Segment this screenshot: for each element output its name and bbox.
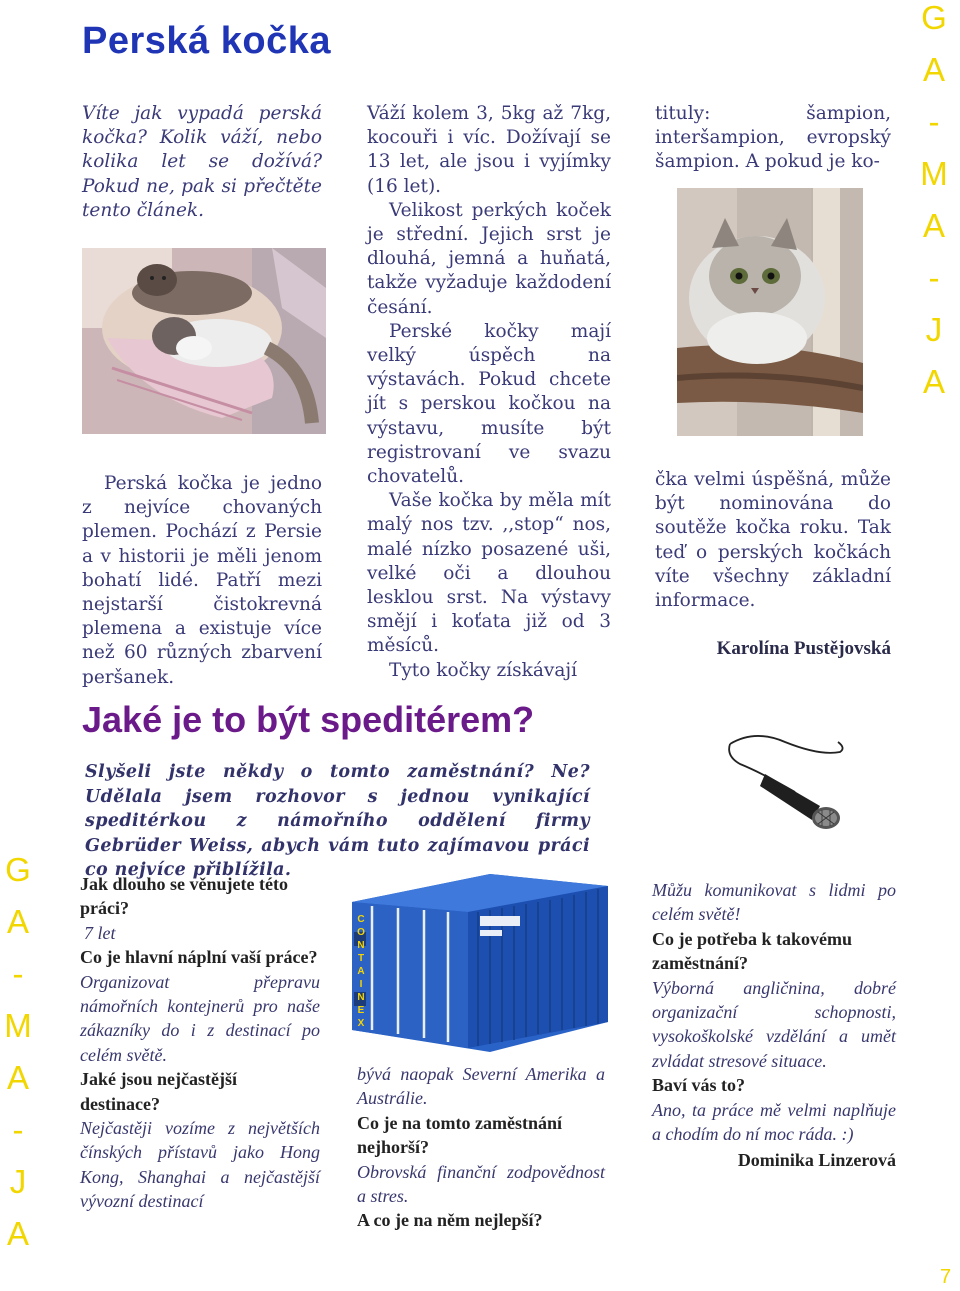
article2-author: Dominika Linzerová <box>737 1150 896 1171</box>
side-letter: A <box>922 207 945 244</box>
article1-paragraph: tituly: šampion, interšampion, evropský šampion. A pokud je ko- <box>655 103 891 173</box>
cats-on-cushion-photo <box>82 248 326 434</box>
side-letter: A <box>6 1215 29 1252</box>
article1-paragraph: Velikost perkých koček je střední. Jejich srst je dlouhá, jemná a huňatá, takže vyžaduje každodení česání. <box>367 199 611 318</box>
interview-question: Co je na tomto zaměstnání nejhorší? <box>357 1112 562 1158</box>
article1-column-1-body <box>82 472 322 690</box>
interview-answer: bývá naopak Severní Amerika a Austrálie. <box>357 1064 605 1109</box>
shipping-container-image <box>350 872 610 1054</box>
container-letter: X <box>357 1018 365 1029</box>
container-letter: N <box>357 992 365 1003</box>
interview-answer: Nejčastěji vozíme z největších čínských přístavů jako Hong Kong, Shanghai a nejčastější vývozní destinací <box>80 1118 320 1212</box>
side-letter: J <box>9 1163 27 1200</box>
article1-paragraph: Vaše kočka by měla mít malý nos tzv. ,,stop“ nos, malé nízko posazené uši, velké oči a dlouhou lesklou srst. Na výstavy smějí i koťata již od 3 měsíců. <box>367 490 611 657</box>
container-letter: E <box>357 1005 365 1016</box>
container-letter: I <box>359 979 363 990</box>
container-letter: A <box>357 966 365 977</box>
article1-intro: Víte jak vypadá perská kočka? Kolik váží, nebo kolika let se dožívá? Pokud ne, pak si přečtěte tento článek. <box>82 103 322 221</box>
interview-question: Baví vás to? <box>652 1075 746 1096</box>
interview-column-1 <box>80 872 320 1214</box>
interview-answer: Obrovská finanční zodpovědnost a stres. <box>357 1161 605 1207</box>
article1-paragraph: Perská kočka je jedno z nejvíce chovaných plemen. Pochází z Persie a v historii je měli jenom bohatí lidé. Patří mezi nejstarší čistokrevná plemena a existuje více než 60 různých zbarvení peršanek. <box>82 473 322 688</box>
side-letter: - <box>12 1111 24 1148</box>
interview-question: A co je na něm nejlepší? <box>357 1210 543 1231</box>
side-letter: A <box>6 1059 29 1096</box>
interview-question: Jaké jsou nejčastější destinace? <box>80 1069 237 1114</box>
side-letter: M <box>4 1007 32 1044</box>
interview-answer: Můžu komunikovat s lidmi po celém světě! <box>652 880 896 925</box>
side-label-bottom <box>0 844 38 1260</box>
side-letter: A <box>922 51 945 88</box>
article1-paragraph: Perské kočky mají velký úspěch na výstavách. Pokud chcete jít s perskou kočkou na výstavu, musíte být registrovaní ve svazu chovatelů. <box>367 320 611 488</box>
side-letter: J <box>925 311 943 348</box>
article1-paragraph: čka velmi úspěšná, může být nominována do soutěže kočka roku. Tak teď o perských kočkách víte všechny základní informace. <box>655 469 891 612</box>
container-letter: T <box>357 953 365 964</box>
article1-column-3-body <box>655 468 891 613</box>
side-letter: - <box>12 955 24 992</box>
container-letter: O <box>357 927 365 938</box>
interview-answer: Organizovat přepravu námořních kontejnerů pro naše zákazníky do i z destinací po celém světě. <box>80 971 320 1065</box>
microphone-image <box>700 734 850 834</box>
article1-paragraph: Tyto kočky získávají <box>389 659 578 681</box>
article1-column-1 <box>82 102 322 223</box>
side-letter: A <box>922 363 945 400</box>
side-letter: M <box>920 155 948 192</box>
article-title: Jaké je to být speditérem? <box>82 699 535 740</box>
interview-answer: Ano, ta práce mě velmi naplňuje a chodím do ní moc ráda. :) <box>652 1099 896 1145</box>
interview-question: Jak dlouho se věnujete této práci? <box>80 874 288 919</box>
article1-column-3 <box>655 102 891 175</box>
side-letter: - <box>928 103 940 140</box>
interview-column-3 <box>652 878 896 1173</box>
interview-answer: Výborná angličnina, dobré organizační schopnosti, vysokoškolské vzdělání a umět zvládat stresové situace. <box>652 977 896 1071</box>
side-letter: G <box>921 0 947 36</box>
interview-answer: 7 let <box>84 922 116 943</box>
interview-column-2 <box>357 1062 605 1233</box>
container-letter: C <box>357 914 365 925</box>
side-letter: A <box>6 903 29 940</box>
article1-author: Karolína Pustějovská <box>716 638 891 659</box>
interview-question: Co je hlavní náplní vaší práce? <box>80 947 318 968</box>
article1-paragraph: Váží kolem 3, 5kg až 7kg, kocouři i víc. Dožívají se 13 let, ale jsou i vyjímky (16 let). <box>367 103 611 197</box>
container-letter: N <box>357 940 365 951</box>
side-letter: - <box>928 259 940 296</box>
persian-cat-photo <box>677 188 863 436</box>
side-label-top <box>914 0 954 408</box>
article2-intro: Slyšeli jste někdy o tomto zaměstnání? Ne? Udělala jsem rozhovor s jednou vynikající speditérkou z námořního oddělení firmy Gebrüder Weiss, abych vám tuto zajímavou práci co nejvíce přiblížila. <box>85 762 590 880</box>
side-letter: G <box>5 851 31 888</box>
article-title: Perská kočka <box>82 20 331 62</box>
interview-question: Co je potřeba k takovému zaměstnání? <box>652 928 852 974</box>
article1-column-2 <box>367 102 611 683</box>
page-number: 7 <box>940 1266 952 1288</box>
